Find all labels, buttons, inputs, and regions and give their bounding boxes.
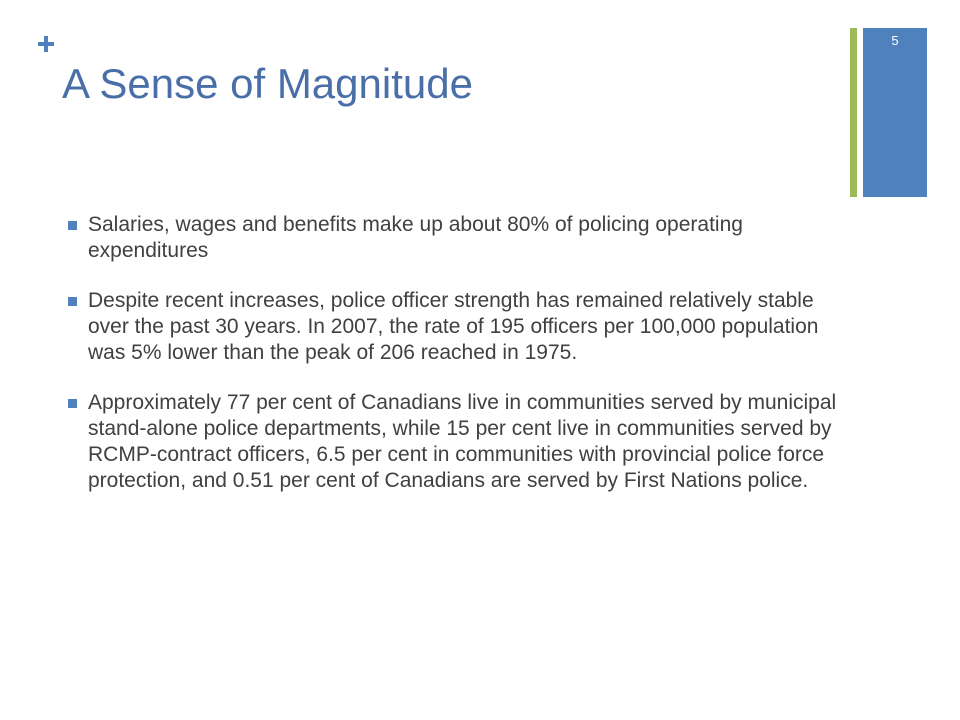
slide-number: 5	[891, 33, 899, 48]
square-bullet-icon	[68, 221, 77, 230]
bullet-list	[0, 212, 860, 518]
accent-bar-blue	[863, 28, 927, 197]
bullet-item	[0, 288, 848, 366]
bullet-item	[0, 390, 848, 494]
bullet-text: Salaries, wages and benefits make up about 80% of policing operating expenditures	[88, 213, 743, 262]
bullet-text: Despite recent increases, police officer strength has remained relatively stable over the past 30 years. In 2007, the rate of 195 officers per 100,000 population was 5% lower than the peak of 206 reached in 1975.	[88, 289, 819, 364]
slide-title: A Sense of Magnitude	[62, 60, 473, 107]
bullet-item	[0, 212, 848, 264]
accent-bar-green	[850, 28, 857, 197]
square-bullet-icon	[68, 297, 77, 306]
plus-icon	[36, 34, 56, 54]
square-bullet-icon	[68, 399, 77, 408]
bullet-text: Approximately 77 per cent of Canadians live in communities served by municipal stand-alone police departments, while 15 per cent live in communities served by RCMP-contract officers, 6.5 per cent in communities with provincial police force protection, and 0.51 per cent of Canadians are served by First Nations police.	[88, 391, 837, 492]
